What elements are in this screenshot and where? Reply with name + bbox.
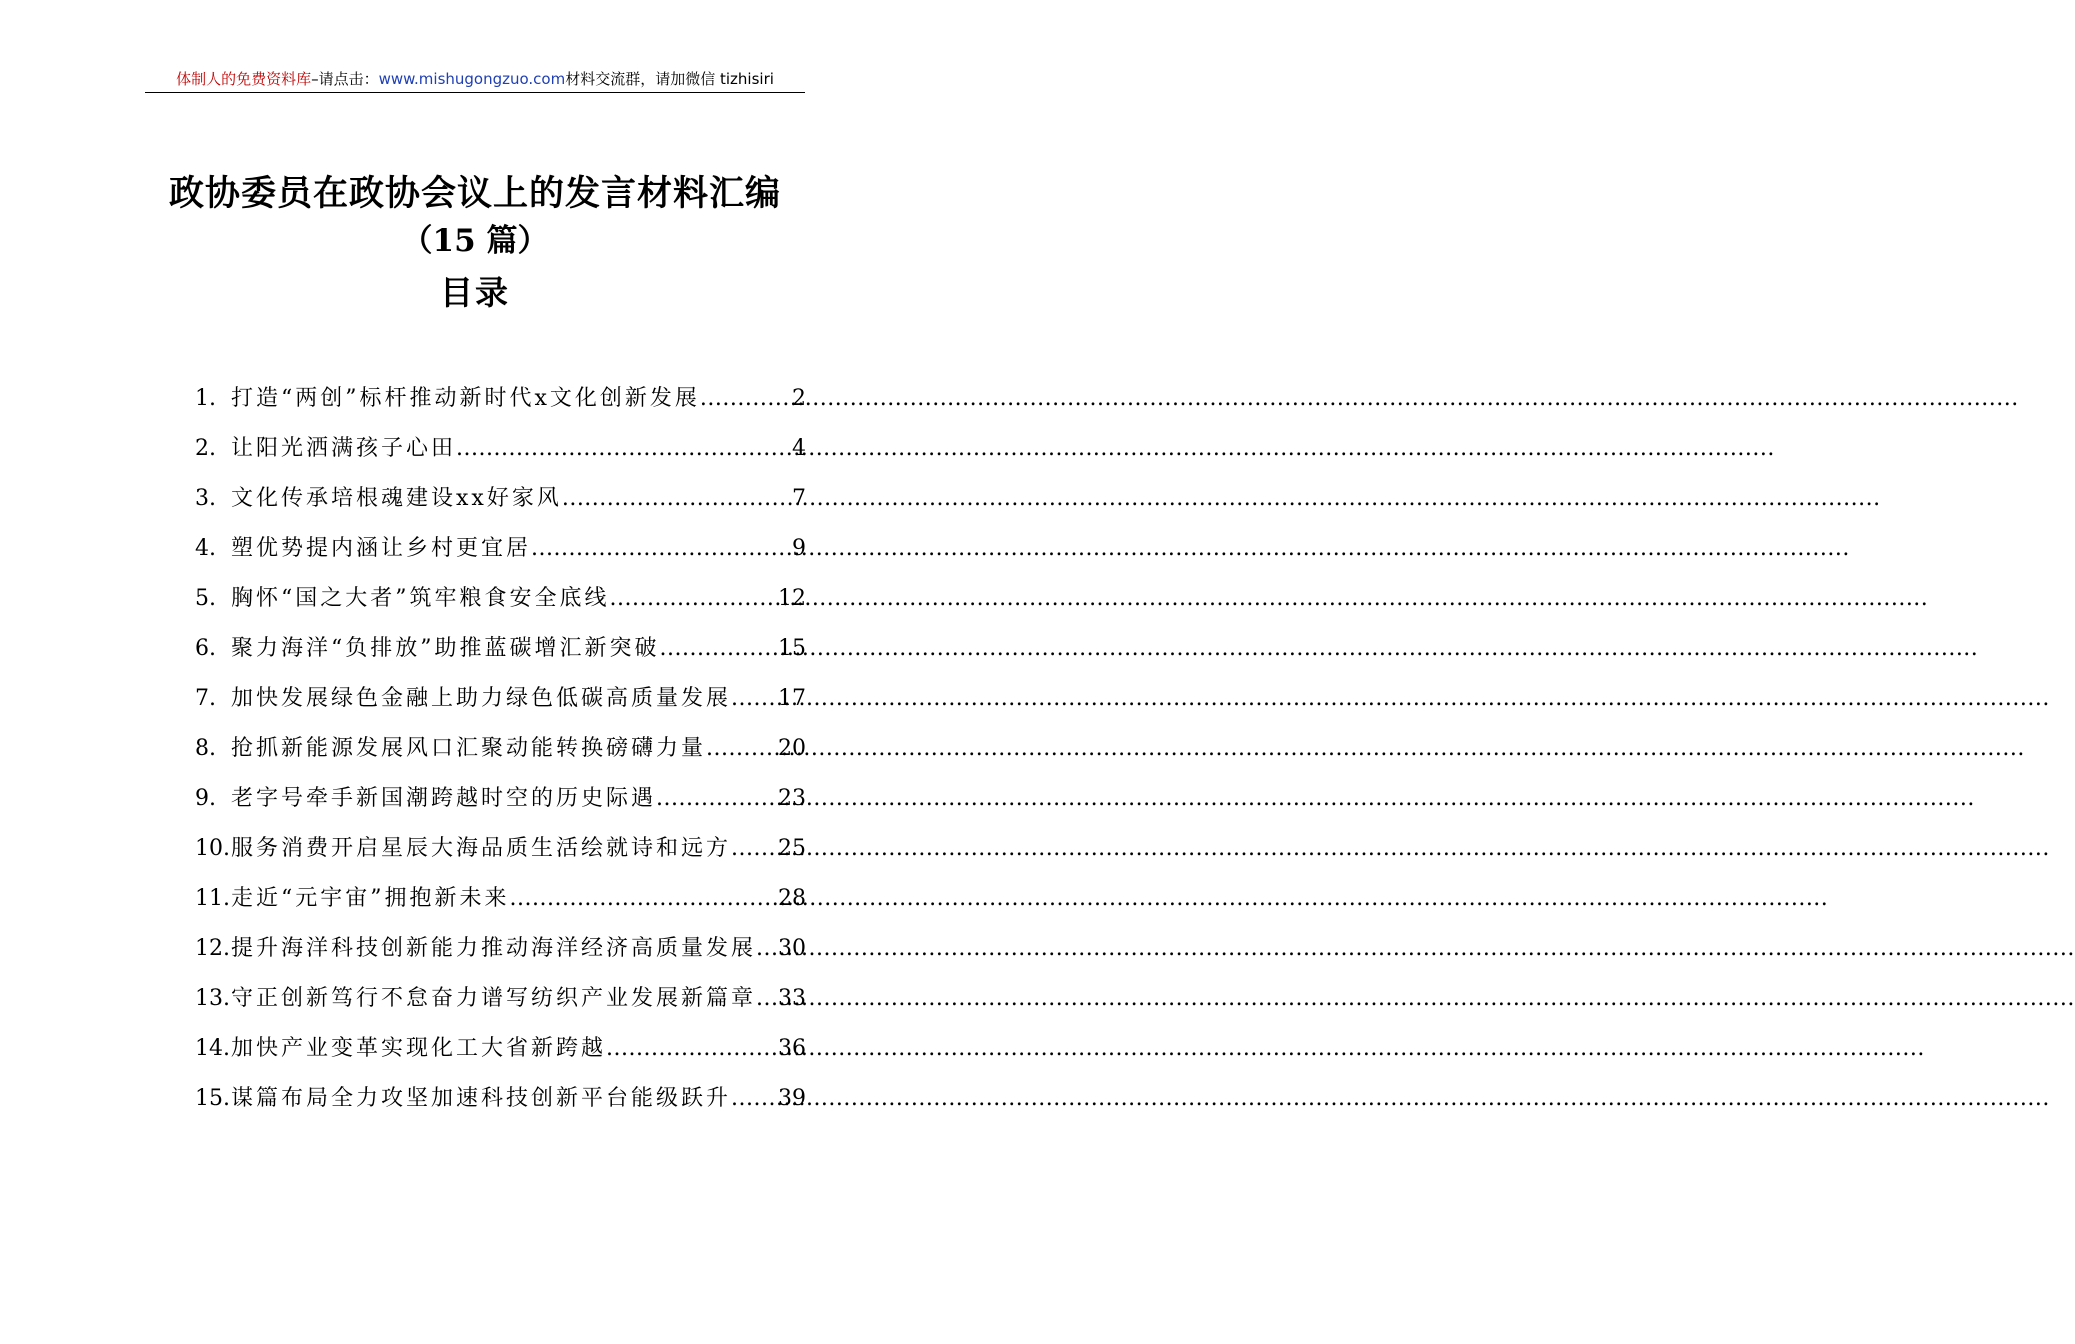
toc-entry-leader bbox=[700, 374, 792, 424]
toc-entry-title: 胸怀“国之大者”筑牢粮食安全底线 bbox=[231, 586, 610, 611]
toc-entry-page: 25 bbox=[778, 836, 806, 861]
toc-entry-leader bbox=[731, 674, 778, 724]
toc-entry-title: 走近“元宇宙”拥抱新未来 bbox=[231, 886, 510, 911]
toc-entry[interactable] bbox=[195, 924, 806, 974]
header-site-name: 体制人的免费资料库 bbox=[176, 70, 312, 88]
toc-entry-number: 2. bbox=[195, 436, 216, 461]
toc-entry-number: 12. bbox=[195, 936, 230, 961]
toc-entry[interactable] bbox=[195, 974, 806, 1024]
document-count: （15 篇） bbox=[401, 223, 549, 259]
toc-entry-page: 7 bbox=[792, 486, 806, 511]
toc-entry-leader bbox=[562, 474, 792, 524]
toc-entry-page: 2 bbox=[792, 386, 806, 411]
toc-entry-leader bbox=[456, 424, 792, 474]
toc-entry-title: 守正创新笃行不怠奋力谱写纺织产业发展新篇章 bbox=[231, 986, 757, 1011]
toc-entry-title: 谋篇布局全力攻坚加速科技创新平台能级跃升 bbox=[231, 1086, 732, 1111]
toc-entry-leader bbox=[756, 924, 778, 974]
toc-entry-number: 15. bbox=[195, 1086, 230, 1111]
toc-entry-title: 加快产业变革实现化工大省新跨越 bbox=[231, 1036, 607, 1061]
toc-entry-page: 30 bbox=[778, 936, 806, 961]
toc-entry-number: 7. bbox=[195, 686, 216, 711]
toc-entry-title: 老字号牵手新国潮跨越时空的历史际遇 bbox=[231, 786, 657, 811]
toc-entry-number: 10. bbox=[195, 836, 230, 861]
toc-entry-page: 33 bbox=[778, 986, 806, 1011]
toc-entry-leader bbox=[660, 624, 779, 674]
toc-heading: 目录 bbox=[440, 273, 510, 312]
toc-entry-leader bbox=[731, 1074, 778, 1124]
toc-entry-page: 4 bbox=[792, 436, 806, 461]
table-of-contents bbox=[195, 374, 806, 1124]
document-title: 政协委员在政协会议上的发言材料汇编 bbox=[168, 173, 781, 214]
toc-entry-page: 17 bbox=[778, 686, 806, 711]
toc-entry-leader bbox=[531, 524, 792, 574]
toc-entry[interactable] bbox=[195, 524, 806, 574]
toc-entry[interactable] bbox=[195, 824, 806, 874]
toc-entry-number: 8. bbox=[195, 736, 216, 761]
toc-entry-number: 4. bbox=[195, 536, 216, 561]
toc-entry-leader bbox=[756, 974, 778, 1024]
toc-entry[interactable] bbox=[195, 374, 806, 424]
toc-entry-page: 15 bbox=[778, 636, 806, 661]
toc-entry[interactable] bbox=[195, 774, 806, 824]
header-prompt: –请点击： bbox=[311, 70, 379, 88]
toc-entry[interactable] bbox=[195, 624, 806, 674]
toc-entry-title: 抢抓新能源发展风口汇聚动能转换磅礴力量 bbox=[231, 736, 707, 761]
toc-entry-leader bbox=[731, 824, 778, 874]
toc-entry-title: 让阳光洒满孩子心田 bbox=[231, 436, 457, 461]
toc-entry[interactable] bbox=[195, 474, 806, 524]
toc-entry-leader bbox=[706, 724, 778, 774]
header-contact: 材料交流群，请加微信 tizhisiri bbox=[565, 70, 774, 88]
toc-entry[interactable] bbox=[195, 1024, 806, 1074]
toc-entry-page: 28 bbox=[778, 886, 806, 911]
toc-entry[interactable] bbox=[195, 424, 806, 474]
toc-entry-title: 聚力海洋“负排放”助推蓝碳增汇新突破 bbox=[231, 636, 660, 661]
toc-entry-number: 1. bbox=[195, 386, 216, 411]
toc-entry-title: 服务消费开启星辰大海品质生活绘就诗和远方 bbox=[231, 836, 732, 861]
toc-entry-title: 加快发展绿色金融上助力绿色低碳高质量发展 bbox=[231, 686, 732, 711]
toc-entry-leader bbox=[610, 574, 779, 624]
header-url-link[interactable]: www.mishugongzuo.com bbox=[378, 70, 566, 88]
toc-entry-number: 5. bbox=[195, 586, 216, 611]
toc-entry-title: 塑优势提内涵让乡村更宜居 bbox=[231, 536, 532, 561]
page-header bbox=[145, 66, 805, 93]
toc-entry-number: 3. bbox=[195, 486, 216, 511]
toc-entry-leader bbox=[606, 1024, 778, 1074]
toc-entry-title: 提升海洋科技创新能力推动海洋经济高质量发展 bbox=[231, 936, 757, 961]
toc-entry-leader bbox=[656, 774, 778, 824]
toc-entry-number: 14. bbox=[195, 1036, 230, 1061]
toc-entry[interactable] bbox=[195, 874, 806, 924]
toc-entry-page: 23 bbox=[778, 786, 806, 811]
toc-entry-page: 36 bbox=[778, 1036, 806, 1061]
toc-entry[interactable] bbox=[195, 574, 806, 624]
toc-entry-number: 13. bbox=[195, 986, 230, 1011]
toc-entry-leader bbox=[510, 874, 779, 924]
toc-entry-title: 打造“两创”标杆推动新时代x文化创新发展 bbox=[231, 386, 700, 411]
toc-entry-page: 9 bbox=[792, 536, 806, 561]
toc-entry-page: 39 bbox=[778, 1086, 806, 1111]
toc-entry-page: 12 bbox=[778, 586, 806, 611]
toc-entry-number: 6. bbox=[195, 636, 216, 661]
toc-entry-number: 9. bbox=[195, 786, 216, 811]
toc-entry-page: 20 bbox=[778, 736, 806, 761]
toc-entry[interactable] bbox=[195, 724, 806, 774]
toc-entry-title: 文化传承培根魂建设xx好家风 bbox=[231, 486, 562, 511]
toc-entry[interactable] bbox=[195, 674, 806, 724]
toc-entry[interactable] bbox=[195, 1074, 806, 1124]
toc-entry-number: 11. bbox=[195, 886, 230, 911]
